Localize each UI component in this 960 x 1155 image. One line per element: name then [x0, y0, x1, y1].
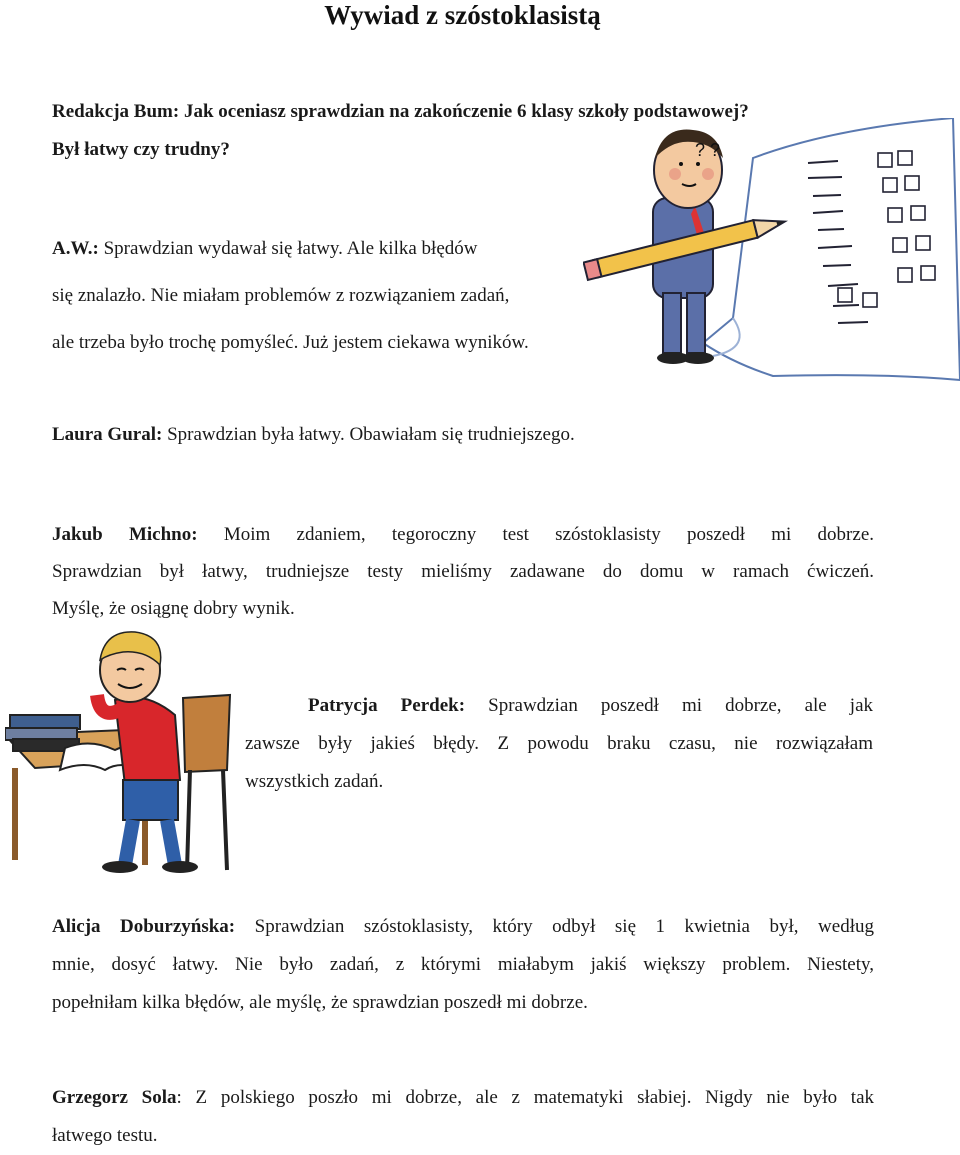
- question-text: Był łatwy czy trudny?: [52, 139, 230, 160]
- answer-text: mnie, dosyć łatwy. Nie było zadań, z którymi miałabym jakiś większy problem. Niestety,: [52, 954, 874, 975]
- answer-text: zawsze były jakieś błędy. Z powodu braku czasu, nie rozwiązałam: [245, 733, 873, 754]
- answer-text: Sprawdzian wydawał się łatwy. Ale kilka błędów: [103, 238, 478, 259]
- speaker-suffix: :: [176, 1087, 182, 1108]
- answer-laura-gural: [52, 420, 752, 450]
- speaker-label: A.W.:: [52, 238, 99, 259]
- answer-text: Moim zdaniem, tegoroczny test szóstoklasisty poszedł mi dobrze.: [223, 524, 874, 545]
- speaker-label: Redakcja Bum:: [52, 101, 180, 122]
- answer-text: Z polskiego poszło mi dobrze, ale z matematyki słabiej. Nigdy nie było tak: [195, 1087, 875, 1108]
- boy-with-pencil-and-test-icon: [583, 118, 960, 383]
- speaker-label: Jakub Michno:: [52, 524, 198, 545]
- question-text: Jak oceniasz sprawdzian na zakończenie 6 klasy szkoły podstawowej?: [183, 101, 749, 122]
- answer-text: Myślę, że osiągnę dobry wynik.: [52, 598, 295, 619]
- speaker-label: Laura Gural:: [52, 424, 163, 445]
- answer-jakub-michno: [52, 516, 874, 627]
- answer-text: Sprawdzian była łatwy. Obawiałam się trudniejszego.: [167, 424, 575, 445]
- answer-text: Sprawdzian szóstoklasisty, który odbył się 1 kwietnia był, według: [254, 916, 874, 937]
- answer-text: Sprawdzian poszedł mi dobrze, ale jak: [488, 695, 874, 716]
- answer-text: popełniłam kilka błędów, ale myślę, że sprawdzian poszedł mi dobrze.: [52, 992, 588, 1013]
- svg-text:? ?: ? ?: [695, 140, 721, 160]
- speaker-label: Grzegorz Sola: [52, 1087, 177, 1108]
- answer-text: ale trzeba było trochę pomyśleć. Już jestem ciekawa wyników.: [52, 332, 529, 353]
- answer-patrycja-perdek: [245, 687, 873, 801]
- answer-text: Sprawdzian był łatwy, trudniejsze testy mieliśmy zadawane do domu w ramach ćwiczeń.: [52, 561, 874, 582]
- answer-text: łatwego testu.: [52, 1125, 158, 1146]
- answer-text: się znalazło. Nie miałam problemów z rozwiązaniem zadań,: [52, 285, 510, 306]
- answer-text: wszystkich zadań.: [245, 771, 384, 792]
- answer-alicja-doburzynska: [52, 908, 874, 1022]
- boy-at-desk-with-books-icon: [5, 620, 240, 875]
- answer-aw: [52, 225, 612, 366]
- speaker-label: Alicja Doburzyńska:: [52, 916, 236, 937]
- page-title: Wywiad z szóstoklasistą: [324, 0, 601, 30]
- speaker-label: Patrycja Perdek:: [308, 695, 466, 716]
